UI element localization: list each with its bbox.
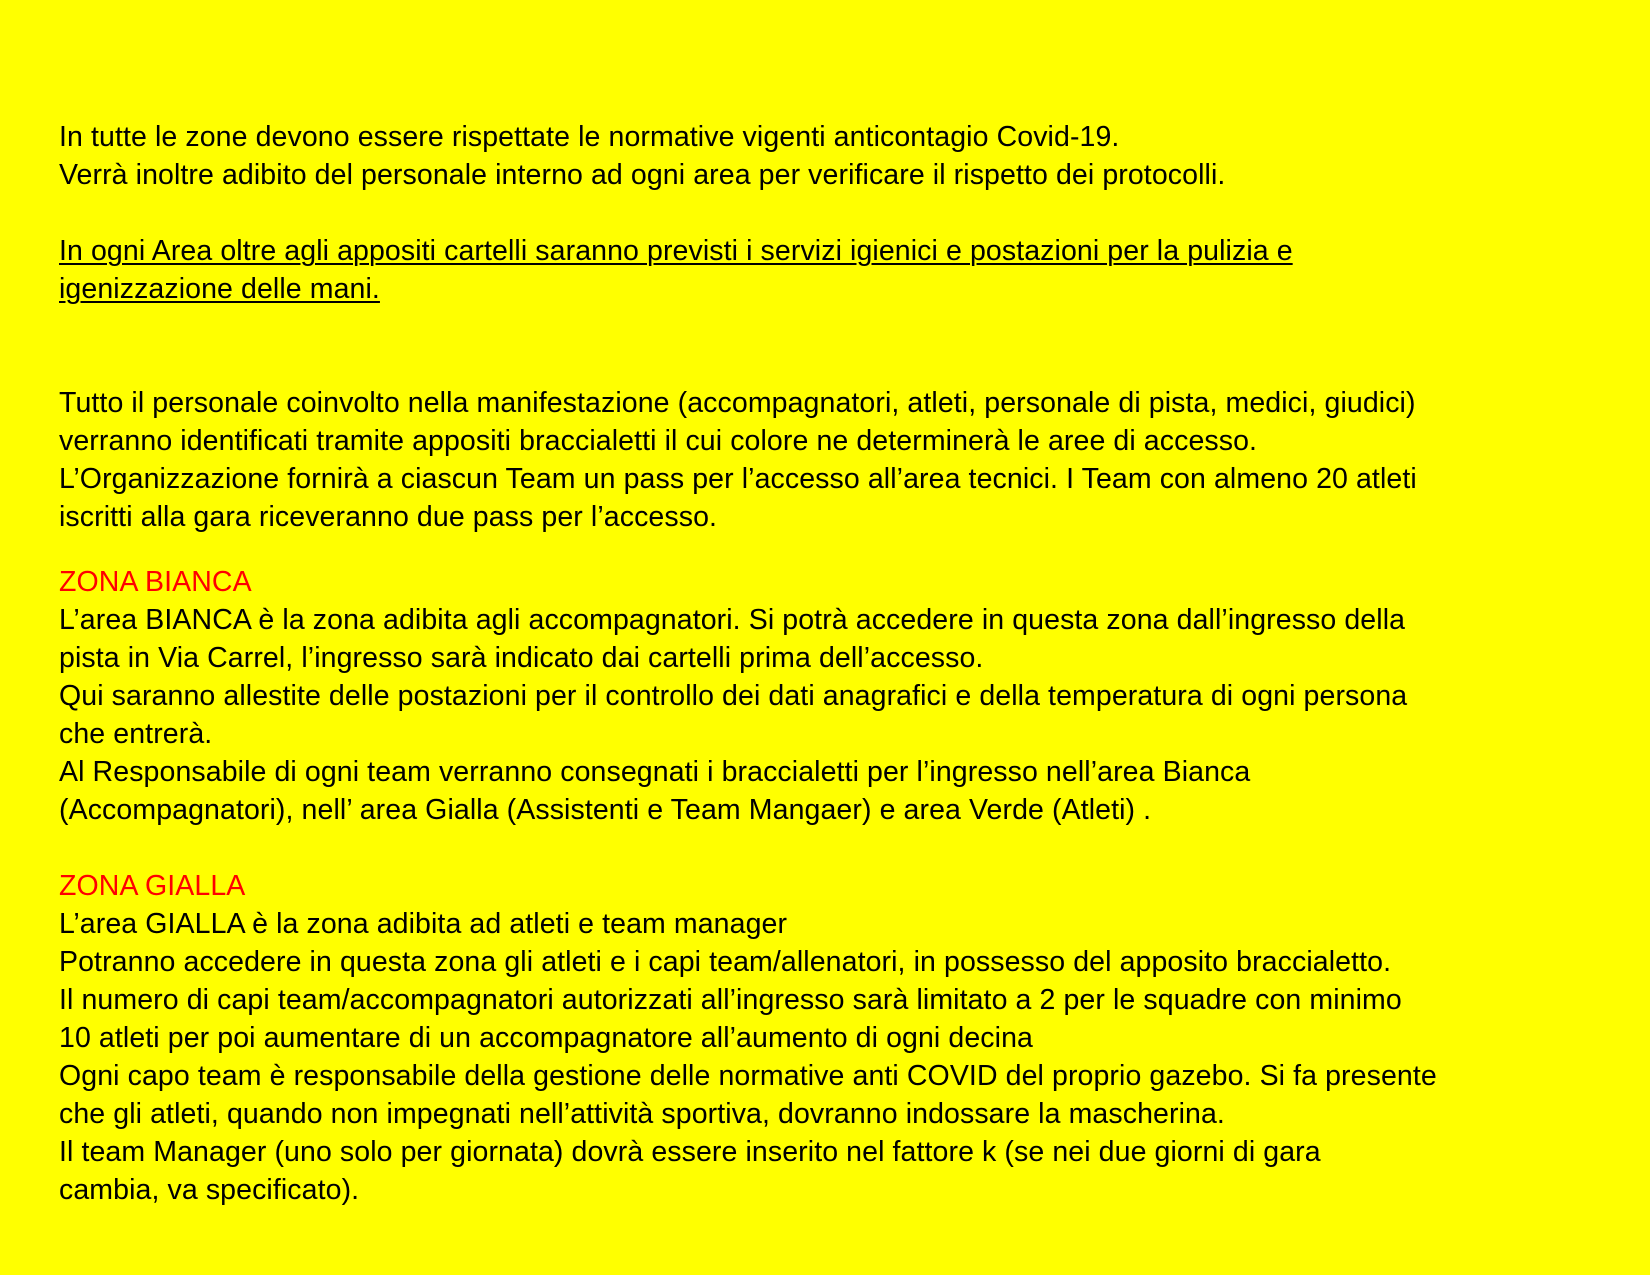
staff-line: verranno identificati tramite appositi braccialetti il cui colore ne determinerà le aree di accesso. <box>59 425 1258 457</box>
staff-line: iscritti alla gara riceveranno due pass per l’accesso. <box>59 501 718 533</box>
zona-gialla-line: Il team Manager (uno solo per giornata) dovrà essere inserito nel fattore k (se nei due giorni di gara <box>59 1136 1321 1168</box>
zona-bianca-line: L’area BIANCA è la zona adibita agli accompagnatori. Si potrà accedere in questa zona dall’ingresso della <box>59 604 1406 636</box>
zona-gialla-line: Ogni capo team è responsabile della gestione delle normative anti COVID del proprio gazebo. Si fa presente <box>59 1060 1437 1092</box>
zona-gialla-line: che gli atleti, quando non impegnati nell’attività sportiva, dovranno indossare la mascherina. <box>59 1098 1225 1130</box>
zona-gialla-line: cambia, va specificato). <box>59 1174 360 1206</box>
zona-bianca-line: pista in Via Carrel, l’ingresso sarà indicato dai cartelli prima dell’accesso. <box>59 642 984 674</box>
notice-line: igenizzazione delle mani. <box>59 273 380 305</box>
document-body <box>59 118 1629 1209</box>
intro-line: Verrà inoltre adibito del personale interno ad ogni area per verificare il rispetto dei protocolli. <box>59 159 1226 191</box>
notice-line: In ogni Area oltre agli appositi cartelli saranno previsti i servizi igienici e postazioni per la pulizia e <box>59 235 1293 267</box>
zona-gialla-heading: ZONA GIALLA <box>59 870 246 902</box>
zona-bianca-line: (Accompagnatori), nell’ area Gialla (Assistenti e Team Mangaer) e area Verde (Atleti) . <box>59 794 1152 826</box>
staff-paragraph <box>59 384 1629 536</box>
zona-gialla-section <box>59 867 1629 1209</box>
zona-bianca-line: che entrerà. <box>59 718 213 750</box>
zona-bianca-line: Qui saranno allestite delle postazioni per il controllo dei dati anagrafici e della temperatura di ogni persona <box>59 680 1408 712</box>
zona-bianca-line: Al Responsabile di ogni team verranno consegnati i braccialetti per l’ingresso nell’area Bianca <box>59 756 1251 788</box>
intro-paragraph <box>59 118 1629 194</box>
zona-gialla-line: 10 atleti per poi aumentare di un accompagnatore all’aumento di ogni decina <box>59 1022 1033 1054</box>
hygiene-notice <box>59 232 1629 308</box>
zona-gialla-line: L’area GIALLA è la zona adibita ad atleti e team manager <box>59 908 788 940</box>
zona-gialla-line: Potranno accedere in questa zona gli atleti e i capi team/allenatori, in possesso del apposito braccialetto. <box>59 946 1392 978</box>
zona-bianca-heading: ZONA BIANCA <box>59 566 252 598</box>
intro-line: In tutte le zone devono essere rispettate le normative vigenti anticontagio Covid-19. <box>59 121 1120 153</box>
staff-line: Tutto il personale coinvolto nella manifestazione (accompagnatori, atleti, personale di pista, medici, giudici) <box>59 387 1416 419</box>
staff-line: L’Organizzazione fornirà a ciascun Team un pass per l’accesso all’area tecnici. I Team con almeno 20 atleti <box>59 463 1417 495</box>
zona-bianca-section <box>59 563 1629 829</box>
zona-gialla-line: Il numero di capi team/accompagnatori autorizzati all’ingresso sarà limitato a 2 per le squadre con minimo <box>59 984 1402 1016</box>
